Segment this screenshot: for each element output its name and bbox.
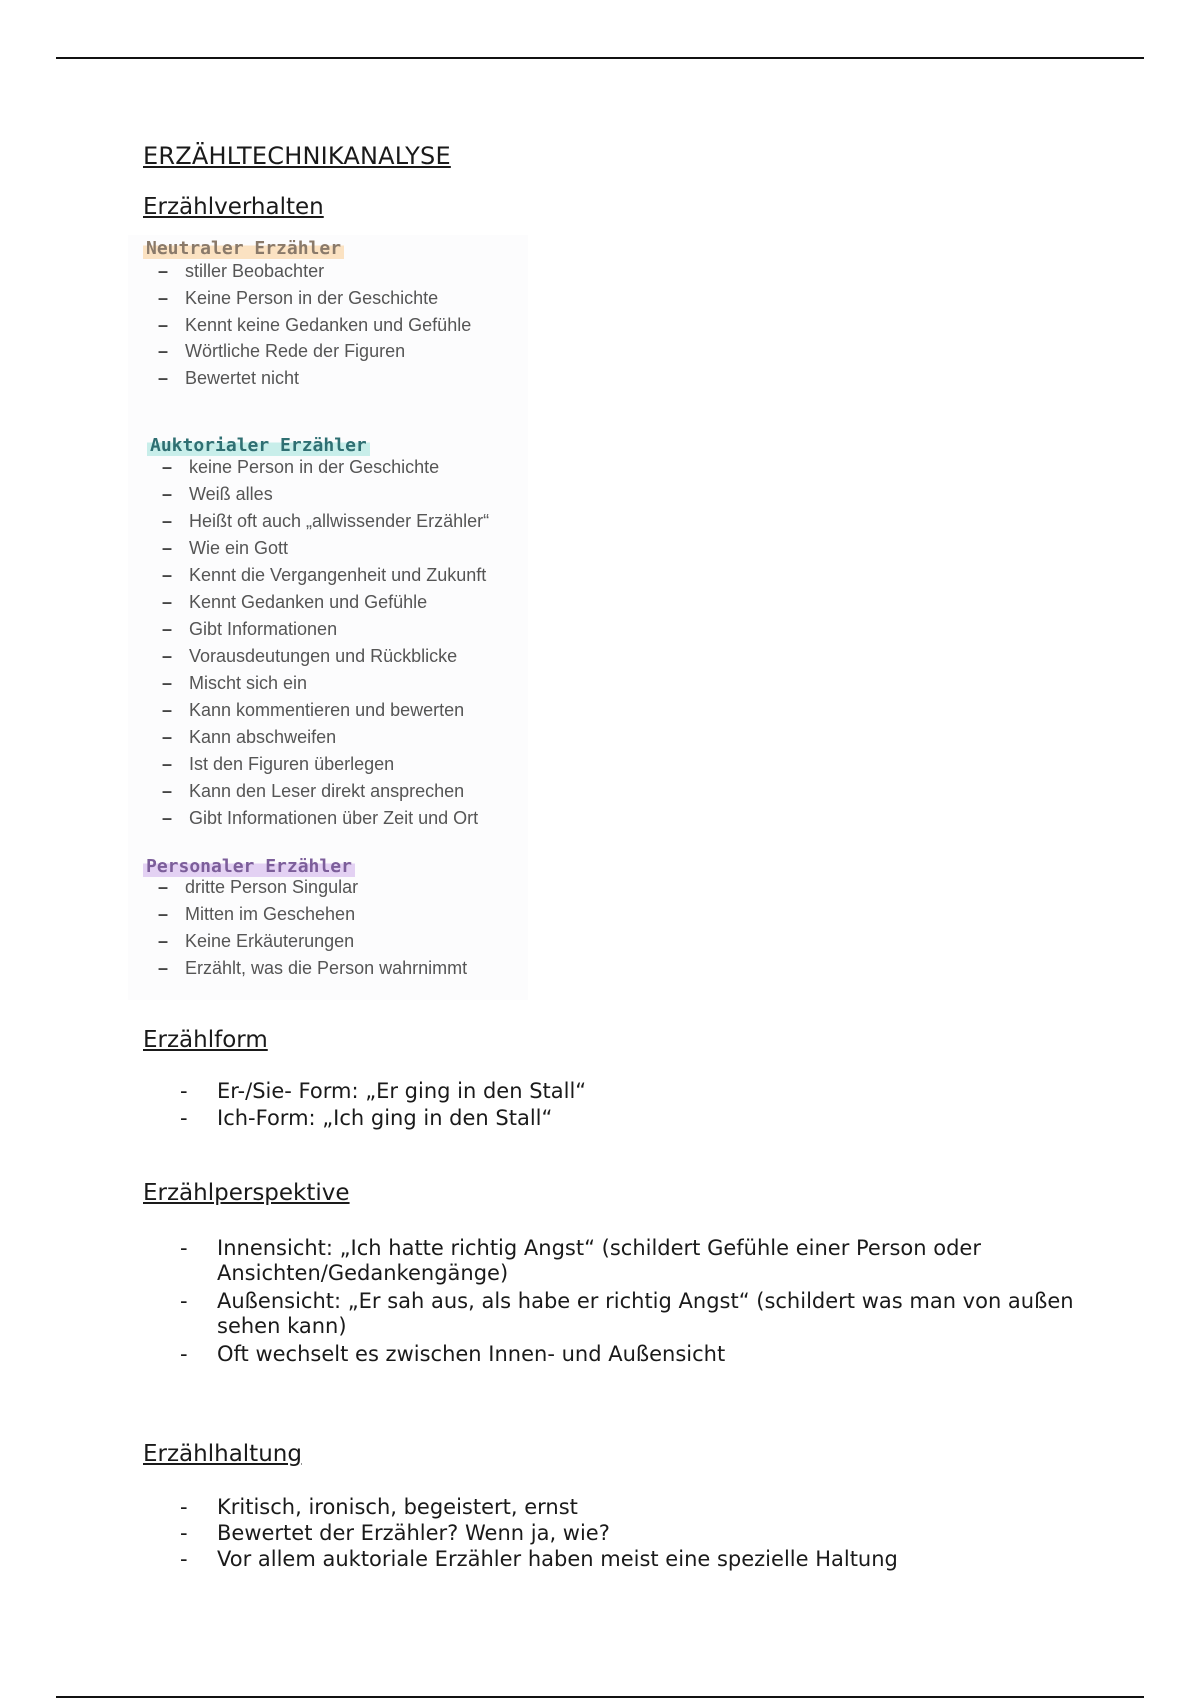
list-item: – Kennt die Vergangenheit und Zukunft xyxy=(162,562,489,589)
list-erzaehlform xyxy=(180,1079,586,1133)
list-item: – Kann kommentieren und bewerten xyxy=(162,697,489,724)
list-item: – Kann abschweifen xyxy=(162,724,489,751)
list-item: - Kritisch, ironisch, begeistert, ernst xyxy=(180,1495,898,1520)
list-item: – dritte Person Singular xyxy=(158,874,467,901)
list-erzaehlhaltung xyxy=(180,1495,898,1573)
list-item: – Vorausdeutungen und Rückblicke xyxy=(162,643,489,670)
list-item: – Mischt sich ein xyxy=(162,670,489,697)
list-item: - Oft wechselt es zwischen Innen- und Außensicht xyxy=(180,1342,1080,1367)
list-item: - Er-/Sie- Form: „Er ging in den Stall“ xyxy=(180,1079,586,1104)
list-auktorialer-erzaehler xyxy=(162,454,489,832)
list-item: - Innensicht: „Ich hatte richtig Angst“ (schildert Gefühle einer Person oder Ansichten/Gedankengänge) xyxy=(180,1236,1080,1286)
list-item: – stiller Beobachter xyxy=(158,258,471,285)
list-item: – Kennt Gedanken und Gefühle xyxy=(162,589,489,616)
list-item: - Bewertet der Erzähler? Wenn ja, wie? xyxy=(180,1521,898,1546)
list-item: – Heißt oft auch „allwissender Erzähler“ xyxy=(162,508,489,535)
list-item: – Bewertet nicht xyxy=(158,365,471,392)
list-item: - Ich-Form: „Ich ging in den Stall“ xyxy=(180,1106,586,1131)
list-item: – Mitten im Geschehen xyxy=(158,901,467,928)
header-rule xyxy=(56,57,1144,59)
footer-rule xyxy=(56,1696,1144,1698)
heading-erzaehlperspektive: Erzählperspektive xyxy=(143,1180,350,1206)
heading-erzaehlverhalten: Erzählverhalten xyxy=(143,194,324,220)
list-item: – Gibt Informationen xyxy=(162,616,489,643)
list-item: – Weiß alles xyxy=(162,481,489,508)
heading-erzaehlhaltung: Erzählhaltung xyxy=(143,1441,302,1467)
list-neutraler-erzaehler xyxy=(158,258,471,392)
heading-erzaehlform: Erzählform xyxy=(143,1027,268,1053)
list-item: – Wörtliche Rede der Figuren xyxy=(158,338,471,365)
label-personaler-erzaehler: Personaler Erzähler xyxy=(143,856,355,877)
list-item: – Keine Person in der Geschichte xyxy=(158,285,471,312)
label-auktorialer-erzaehler: Auktorialer Erzähler xyxy=(147,435,370,456)
list-item: - Vor allem auktoriale Erzähler haben meist eine spezielle Haltung xyxy=(180,1547,898,1572)
list-item: – Wie ein Gott xyxy=(162,535,489,562)
list-item: – keine Person in der Geschichte xyxy=(162,454,489,481)
list-erzaehlperspektive xyxy=(180,1236,1080,1370)
list-item: – Keine Erkäuterungen xyxy=(158,928,467,955)
page-title: ERZÄHLTECHNIKANALYSE xyxy=(143,142,451,170)
list-item: – Kann den Leser direkt ansprechen xyxy=(162,778,489,805)
list-item: – Ist den Figuren überlegen xyxy=(162,751,489,778)
list-item: – Erzählt, was die Person wahrnimmt xyxy=(158,955,467,982)
list-item: - Außensicht: „Er sah aus, als habe er richtig Angst“ (schildert was man von außen sehen kann) xyxy=(180,1289,1080,1339)
list-item: – Kennt keine Gedanken und Gefühle xyxy=(158,312,471,339)
label-neutraler-erzaehler: Neutraler Erzähler xyxy=(143,238,344,259)
list-item: – Gibt Informationen über Zeit und Ort xyxy=(162,805,489,832)
list-personaler-erzaehler xyxy=(158,874,467,982)
